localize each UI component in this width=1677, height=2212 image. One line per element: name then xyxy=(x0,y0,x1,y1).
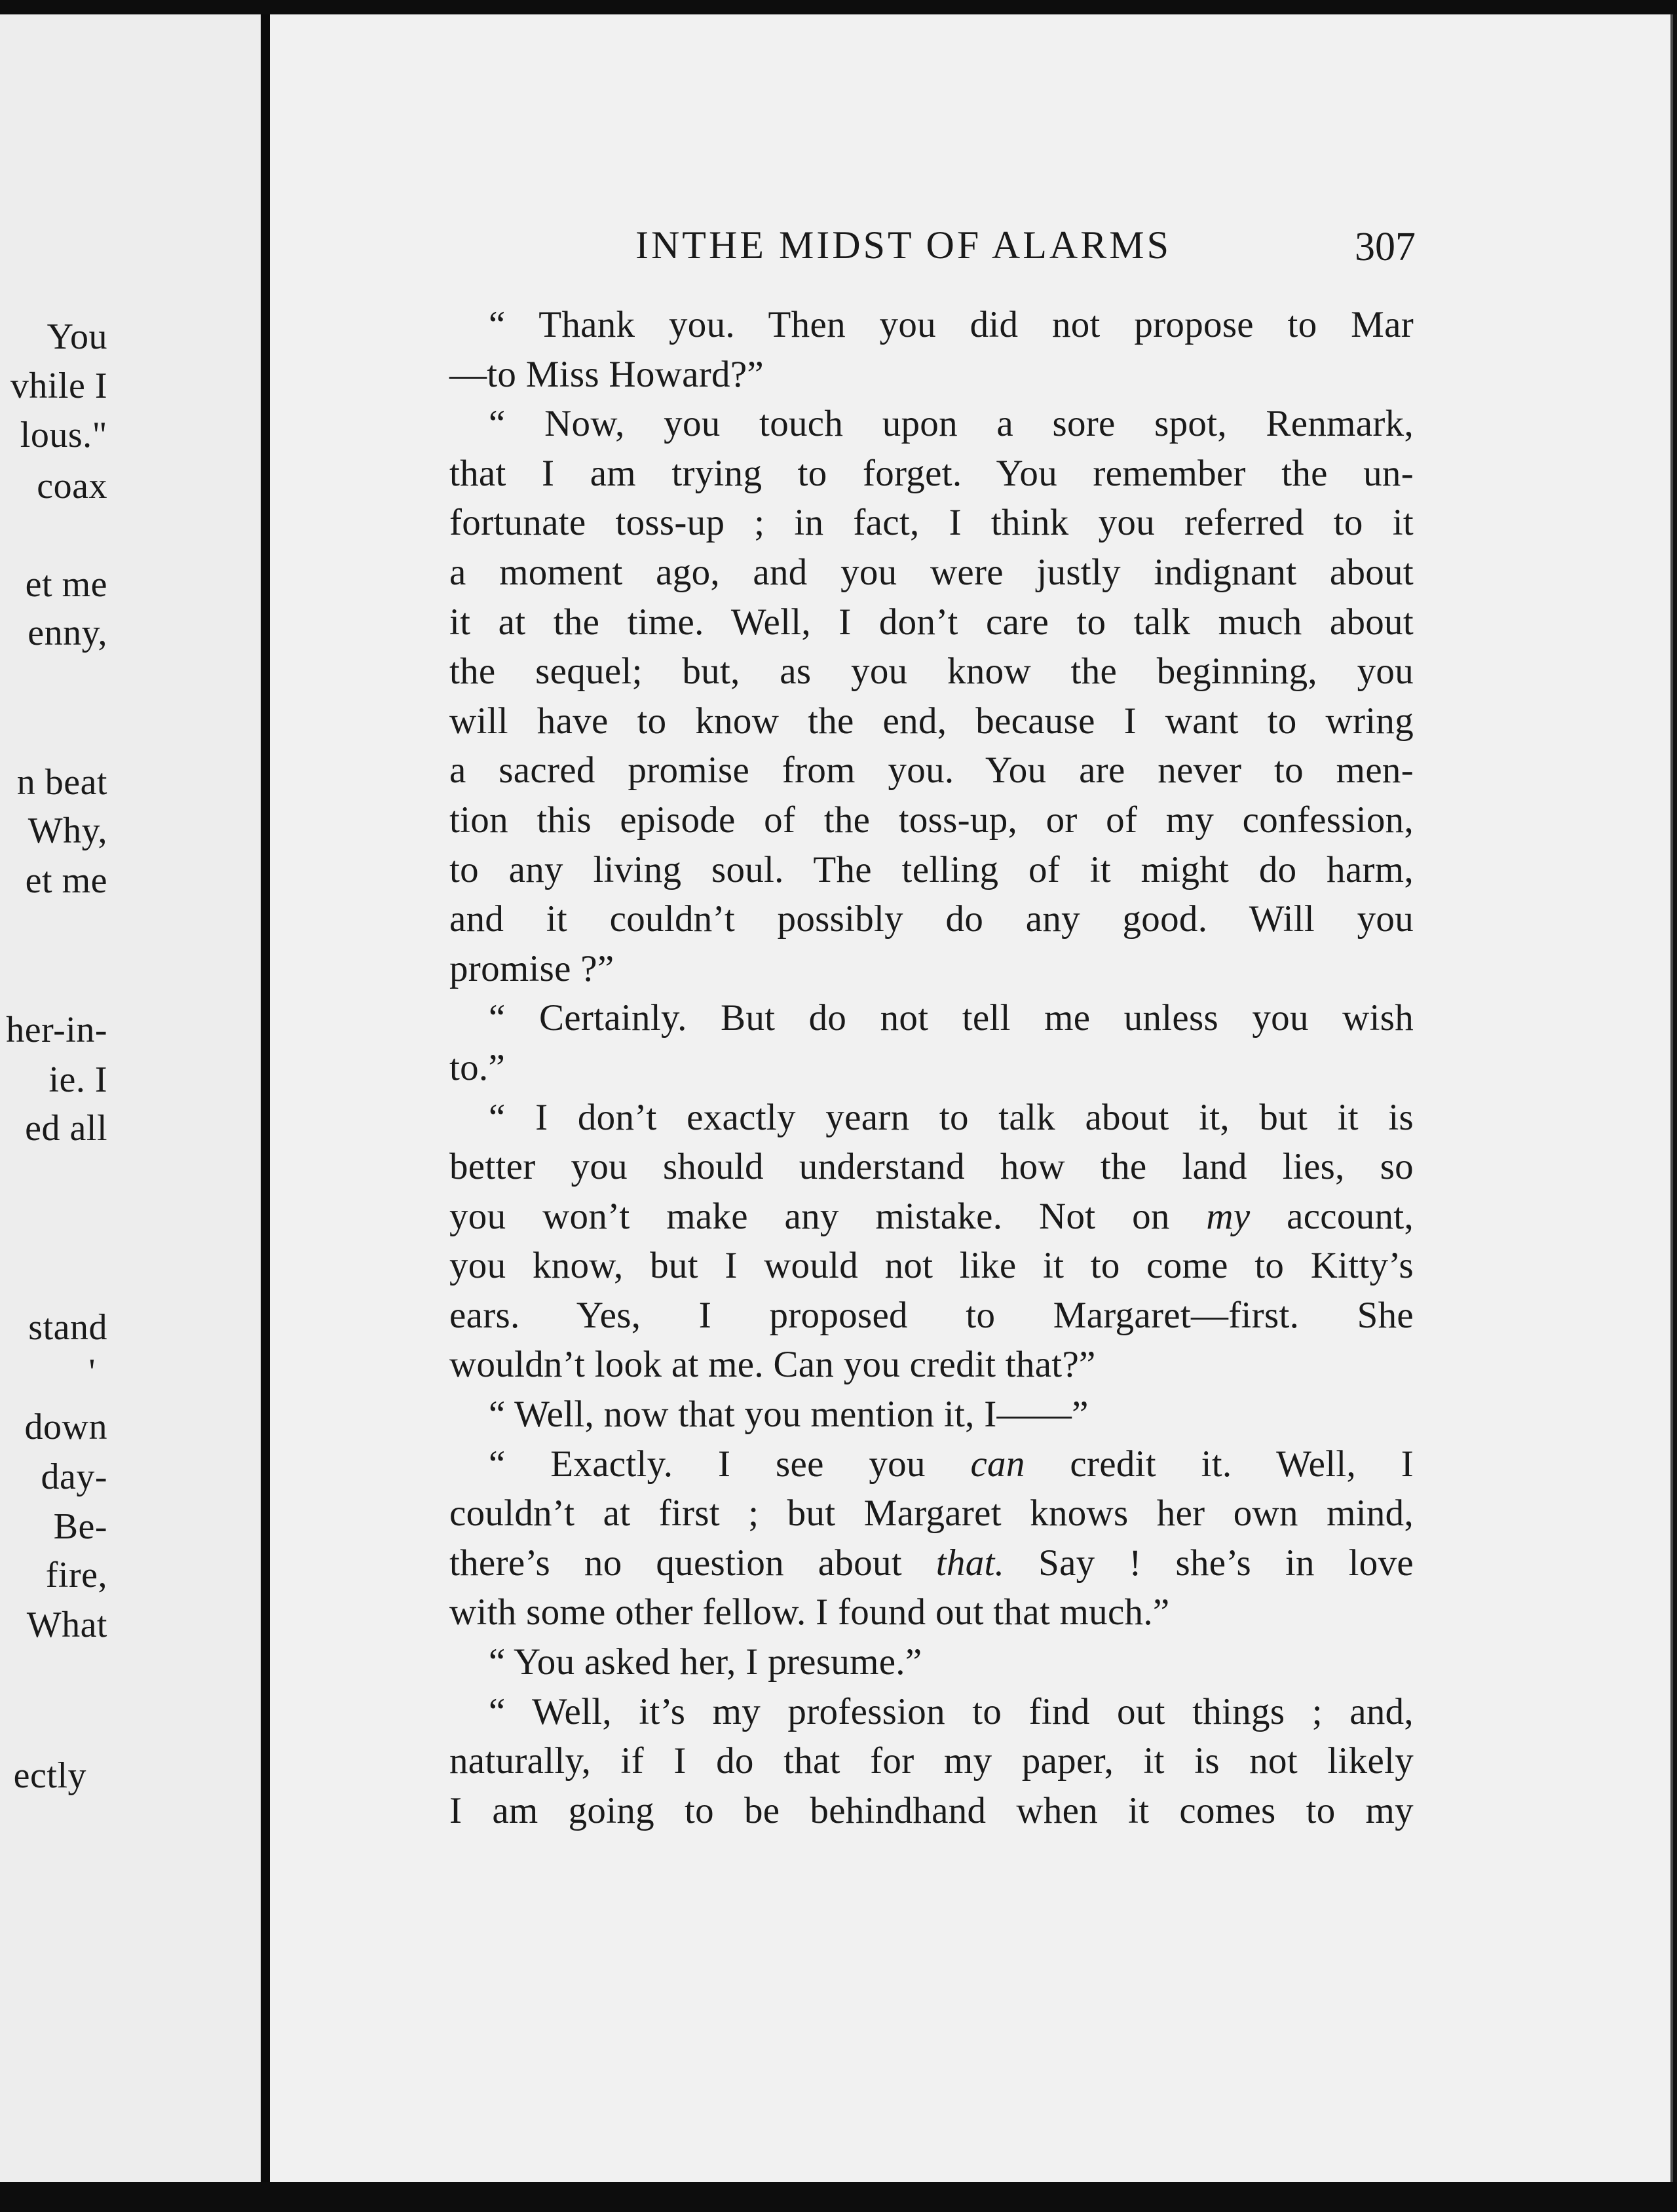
text-line: you know, but I would not like it to come to Kitty’s xyxy=(449,1245,1414,1287)
text-line: better you should understand how the land lies, so xyxy=(449,1146,1414,1188)
text-line: wouldn’t look at me. Can you credit that?” xyxy=(449,1344,1096,1386)
page-gutter xyxy=(261,14,270,2182)
text-run: credit it. Well, I xyxy=(1025,1443,1414,1485)
left-fragment-line: et me xyxy=(25,564,107,605)
text-line: will have to know the end, because I want to wring xyxy=(449,700,1414,742)
left-fragment-line: coax xyxy=(37,466,107,506)
text-run: there’s no question about xyxy=(449,1542,936,1584)
text-line: “ You asked her, I presume.” xyxy=(489,1641,922,1683)
text-line: “ Thank you. Then you did not propose to Mar xyxy=(489,304,1414,345)
text-line: fortunate toss-up ; in fact, I think you referred to it xyxy=(449,502,1414,544)
text-line: tion this episode of the toss-up, or of my confession, xyxy=(449,799,1414,841)
text-run: you won’t make any mistake. Not on xyxy=(449,1195,1207,1237)
page-number: 307 xyxy=(1355,225,1416,269)
left-fragment-line: day- xyxy=(41,1457,107,1497)
left-fragment-line: ' xyxy=(88,1352,96,1392)
text-line: “ I don’t exactly yearn to talk about it, but it is xyxy=(489,1096,1414,1138)
left-fragment-line: et me xyxy=(25,860,107,901)
text-line: a moment ago, and you were justly indignant about xyxy=(449,551,1414,593)
left-fragment-line: What xyxy=(26,1605,107,1645)
scan-edge-top xyxy=(0,0,1677,14)
text-line: to.” xyxy=(449,1046,506,1088)
left-fragment-line: You xyxy=(47,316,107,357)
text-line: it at the time. Well, I don’t care to talk much about xyxy=(449,601,1414,643)
left-fragment-line: lous." xyxy=(20,415,107,455)
left-fragment-line: ectly xyxy=(13,1755,86,1796)
text-line: naturally, if I do that for my paper, it is not likely xyxy=(449,1740,1414,1782)
text-line xyxy=(449,1440,1414,1489)
left-fragment-line: Be- xyxy=(53,1506,107,1547)
text-line xyxy=(449,1538,1414,1588)
body-text xyxy=(449,300,1414,1835)
text-line: couldn’t at first ; but Margaret knows her own mind, xyxy=(449,1493,1414,1535)
left-fragment-line: stand xyxy=(28,1307,107,1348)
emphasis-word: that. xyxy=(935,1542,1005,1584)
text-line: “ Well, it’s my profession to find out things ; and, xyxy=(489,1690,1414,1732)
left-fragment-line: Why, xyxy=(28,810,107,851)
left-fragment-line: ie. I xyxy=(48,1059,107,1100)
text-line: with some other fellow. I found out that much.” xyxy=(449,1592,1170,1633)
text-line: “ Now, you touch upon a sore spot, Renmark, xyxy=(489,403,1414,445)
text-line: —to Miss Howard?” xyxy=(449,353,764,395)
text-line: to any living soul. The telling of it might do harm, xyxy=(449,849,1414,890)
left-fragment-line: n beat xyxy=(16,762,107,803)
left-fragment-line: ed all xyxy=(25,1108,107,1149)
text-line: that I am trying to forget. You remember the un- xyxy=(449,452,1414,494)
running-head: INTHE MIDST OF ALARMS xyxy=(635,223,1171,267)
emphasis-word: can xyxy=(970,1443,1025,1485)
text-line: the sequel; but, as you know the beginning, you xyxy=(449,651,1414,693)
text-line: “ Certainly. But do not tell me unless you wish xyxy=(489,997,1414,1039)
text-line xyxy=(449,1192,1414,1242)
text-line: “ Well, now that you mention it, I——” xyxy=(489,1394,1089,1436)
text-run: Say ! she’s in love xyxy=(1004,1542,1414,1584)
text-run: account, xyxy=(1250,1195,1414,1237)
left-page-fragment xyxy=(0,14,261,2182)
text-line: ears. Yes, I proposed to Margaret—first. She xyxy=(449,1294,1414,1336)
text-line: and it couldn’t possibly do any good. Will you xyxy=(449,898,1414,940)
left-fragment-line: enny, xyxy=(28,613,107,653)
left-fragment-line: down xyxy=(24,1407,107,1447)
text-line: a sacred promise from you. You are never to men- xyxy=(449,750,1414,791)
text-line: promise ?” xyxy=(449,947,614,989)
text-run: “ Exactly. I see you xyxy=(489,1443,971,1485)
left-fragment-line: her-in- xyxy=(6,1010,107,1050)
scan-edge-bottom xyxy=(0,2182,1677,2212)
left-fragment-line: vhile I xyxy=(10,366,107,406)
left-fragment-line: fire, xyxy=(45,1555,107,1595)
emphasis-word: my xyxy=(1206,1195,1251,1237)
text-line: I am going to be behindhand when it comes to my xyxy=(449,1789,1414,1831)
